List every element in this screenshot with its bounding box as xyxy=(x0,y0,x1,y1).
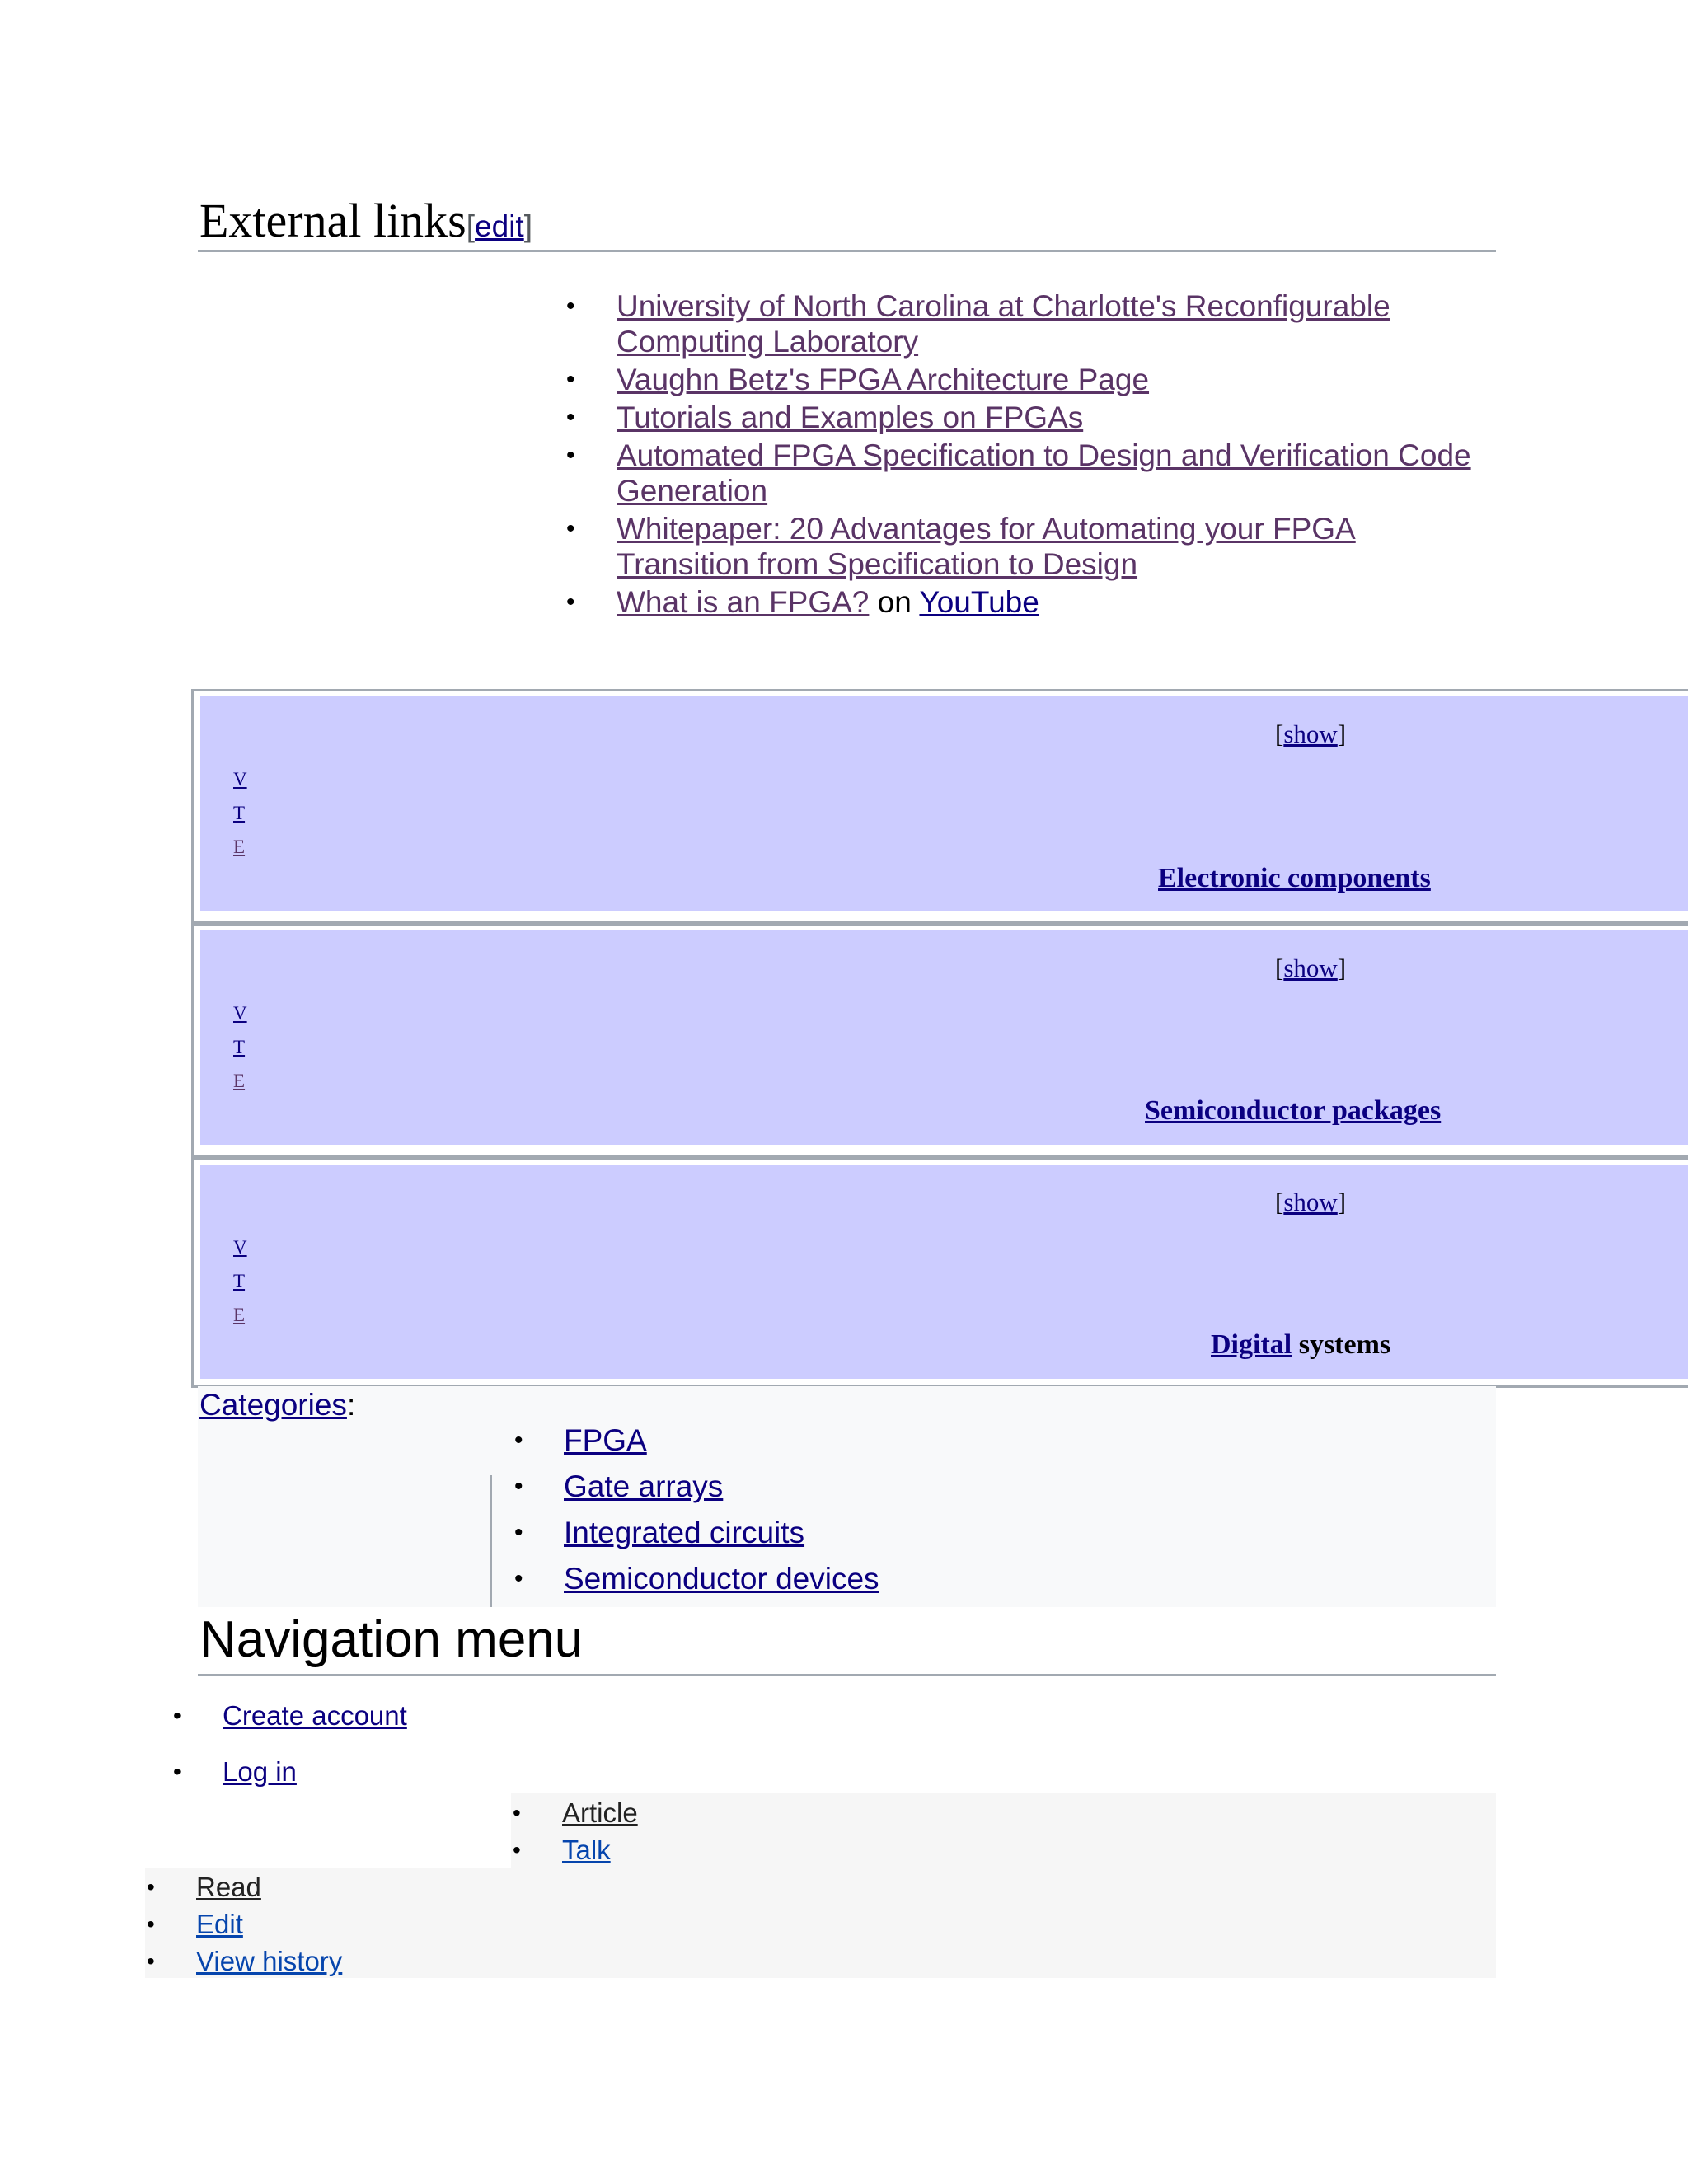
vte-edit-link[interactable]: E xyxy=(233,1305,246,1325)
external-link-item xyxy=(560,362,1484,397)
bullet-icon: • xyxy=(566,515,575,542)
vte-view-link[interactable]: V xyxy=(233,1237,247,1258)
external-link-unc-charlotte[interactable]: University of North Carolina at Charlotte's Reconfigurable Computing Laboratory xyxy=(617,289,1390,359)
navbox-container xyxy=(191,689,1688,1388)
tab-edit[interactable]: Edit xyxy=(196,1909,243,1939)
category-link-semiconductor-devices[interactable]: Semiconductor devices xyxy=(564,1562,879,1596)
navigation-menu-title: Navigation menu xyxy=(199,1611,584,1668)
vte-edit-link[interactable]: E xyxy=(233,1071,246,1091)
category-links xyxy=(198,1386,1496,1607)
vte-view-link[interactable]: V xyxy=(233,769,247,790)
external-link-suffix: on xyxy=(869,585,920,619)
edit-bracket-open: [ xyxy=(466,209,476,243)
category-link-integrated-circuits[interactable]: Integrated circuits xyxy=(564,1516,805,1549)
namespace-item xyxy=(511,1797,638,1830)
section-edit-control xyxy=(467,209,532,243)
vte-edit-link[interactable]: E xyxy=(233,837,246,857)
bullet-icon: • xyxy=(147,1874,155,1900)
personal-tools-item xyxy=(171,1755,297,1788)
navbox-vte-links xyxy=(233,1230,247,1332)
navbox-toggle xyxy=(1275,719,1346,749)
bullet-icon: • xyxy=(514,1427,523,1454)
navigation-menu-heading xyxy=(198,1609,1496,1676)
bullet-icon: • xyxy=(513,1800,521,1825)
bullet-icon: • xyxy=(566,366,575,393)
tab-article[interactable]: Article xyxy=(562,1797,638,1828)
view-item xyxy=(145,1908,243,1941)
navbox-title xyxy=(1211,1329,1390,1361)
category-item xyxy=(511,1510,879,1556)
bullet-icon: • xyxy=(147,1911,155,1937)
create-account-link[interactable]: Create account xyxy=(223,1700,407,1731)
categories-label xyxy=(199,1386,355,1424)
categories-link[interactable]: Categories xyxy=(199,1388,347,1422)
bullet-icon: • xyxy=(514,1565,523,1592)
tab-read[interactable]: Read xyxy=(196,1872,261,1902)
external-link-what-is-fpga[interactable]: What is an FPGA? xyxy=(617,585,870,619)
views-panel xyxy=(145,1868,1496,1978)
navbox-title-link[interactable]: Electronic components xyxy=(1158,863,1431,893)
external-link-vaughn-betz[interactable]: Vaughn Betz's FPGA Architecture Page xyxy=(617,363,1150,396)
navbox-title-link[interactable]: Digital xyxy=(1211,1329,1292,1360)
external-link-whitepaper[interactable]: Whitepaper: 20 Advantages for Automating your FPGA Transition from Specification to Design xyxy=(617,512,1356,581)
bullet-icon: • xyxy=(566,404,575,431)
toggle-bracket-open: [ xyxy=(1275,719,1284,748)
toggle-bracket-close: ] xyxy=(1337,1188,1347,1216)
navbox-title xyxy=(1158,863,1431,894)
navbox-semiconductor-packages xyxy=(200,930,1688,1145)
bullet-icon: • xyxy=(173,1759,181,1784)
vte-talk-link[interactable]: T xyxy=(233,1037,246,1057)
bullet-icon: • xyxy=(514,1473,523,1500)
category-divider xyxy=(490,1475,492,1607)
navbox-divider xyxy=(194,921,1688,926)
navbox-digital-systems xyxy=(200,1165,1688,1379)
toggle-bracket-open: [ xyxy=(1275,1188,1284,1216)
tab-talk[interactable]: Talk xyxy=(562,1835,611,1865)
external-link-item xyxy=(560,438,1484,509)
external-link-item xyxy=(560,584,1484,620)
category-item xyxy=(511,1464,879,1510)
bullet-icon: • xyxy=(566,442,575,469)
bullet-icon: • xyxy=(513,1837,521,1863)
bullet-icon: • xyxy=(566,293,575,320)
navbox-toggle xyxy=(1275,1188,1346,1217)
category-item xyxy=(511,1556,879,1602)
navbox-title-link[interactable]: Semiconductor packages xyxy=(1145,1095,1442,1126)
navbox-divider xyxy=(194,1155,1688,1160)
log-in-link[interactable]: Log in xyxy=(223,1756,297,1787)
personal-tools-item xyxy=(171,1699,407,1732)
external-links-list xyxy=(560,288,1484,622)
tab-view-history[interactable]: View history xyxy=(196,1946,343,1976)
toggle-bracket-close: ] xyxy=(1337,719,1347,748)
category-list xyxy=(511,1418,879,1602)
toggle-bracket-open: [ xyxy=(1275,954,1284,982)
toggle-bracket-close: ] xyxy=(1337,954,1347,982)
view-item xyxy=(145,1945,342,1978)
edit-section-link[interactable]: edit xyxy=(475,209,524,243)
namespace-item xyxy=(511,1834,611,1867)
navbox-vte-links xyxy=(233,996,247,1098)
navbox-show-button[interactable]: show xyxy=(1283,954,1338,982)
categories-colon: : xyxy=(346,1388,356,1422)
navbox-title-rest: systems xyxy=(1292,1329,1391,1360)
navbox-show-button[interactable]: show xyxy=(1283,719,1338,748)
external-link-item xyxy=(560,511,1484,582)
navbox-show-button[interactable]: show xyxy=(1283,1188,1338,1216)
vte-view-link[interactable]: V xyxy=(233,1003,247,1024)
view-item xyxy=(145,1871,261,1904)
navbox-title xyxy=(1145,1095,1441,1127)
navbox-vte-links xyxy=(233,762,247,864)
category-link-fpga[interactable]: FPGA xyxy=(564,1423,647,1457)
category-link-gate-arrays[interactable]: Gate arrays xyxy=(564,1469,724,1503)
bullet-icon: • xyxy=(173,1703,181,1728)
namespaces-panel xyxy=(511,1793,1496,1868)
vte-talk-link[interactable]: T xyxy=(233,803,246,823)
category-item xyxy=(511,1418,879,1464)
external-link-automated-fpga[interactable]: Automated FPGA Specification to Design and Verification Code Generation xyxy=(617,438,1471,508)
external-link-item xyxy=(560,400,1484,435)
edit-bracket-close: ] xyxy=(523,209,532,243)
external-links-title: External links xyxy=(199,194,467,247)
external-link-tutorials[interactable]: Tutorials and Examples on FPGAs xyxy=(617,401,1084,434)
vte-talk-link[interactable]: T xyxy=(233,1271,246,1291)
navbox-toggle xyxy=(1275,954,1346,983)
bullet-icon: • xyxy=(566,588,575,616)
external-links-title-row xyxy=(199,194,532,253)
external-link-item xyxy=(560,288,1484,359)
external-link-youtube[interactable]: YouTube xyxy=(919,585,1039,619)
navbox-electronic-components xyxy=(200,696,1688,911)
bullet-icon: • xyxy=(147,1948,155,1974)
bullet-icon: • xyxy=(514,1519,523,1546)
external-links-heading xyxy=(198,188,1496,252)
